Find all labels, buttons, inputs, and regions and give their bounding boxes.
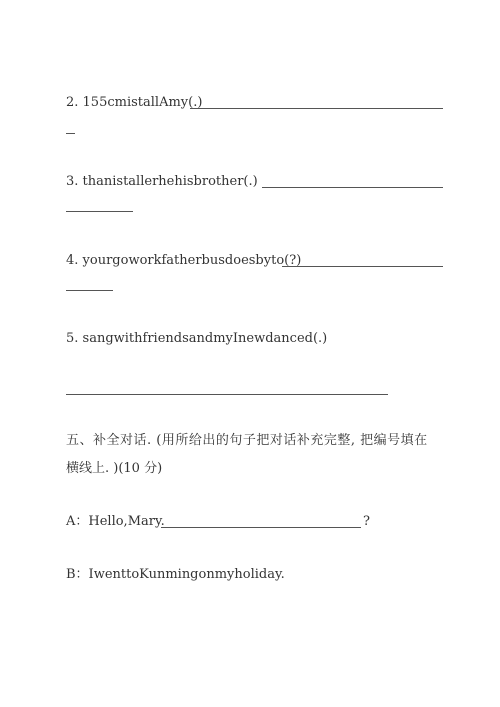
section-5-title: 五、补全对话. (用所给出的句子把对话补充完整, 把编号填在: [66, 433, 428, 448]
dialogue-a-question-mark: ?: [363, 514, 370, 529]
dialogue-line-b: B：IwenttoKunmingonmyholiday.: [66, 567, 285, 582]
question-5-answer-line: [66, 394, 388, 395]
question-5-prompt: 5. sangwithfriendsandmyInewdanced(.): [66, 331, 328, 346]
section-5-title-continued: 横线上. )(10 分): [66, 461, 163, 476]
question-4-answer-line: [282, 266, 443, 267]
question-2-answer-line-continued: [66, 133, 75, 134]
dialogue-a-answer-line: [161, 527, 361, 528]
dialogue-line-a: A：Hello,Mary.: [66, 514, 165, 529]
question-2-prompt: 2. 155cmistallAmy(.): [66, 95, 203, 110]
question-4-answer-line-continued: [66, 290, 113, 291]
question-3-prompt: 3. thanistallerhehisbrother(.): [66, 174, 258, 189]
question-3-answer-line: [262, 187, 443, 188]
question-2-answer-line: [190, 108, 443, 109]
question-3-answer-line-continued: [66, 211, 133, 212]
question-4-prompt: 4. yourgoworkfatherbusdoesbyto(?): [66, 253, 302, 268]
